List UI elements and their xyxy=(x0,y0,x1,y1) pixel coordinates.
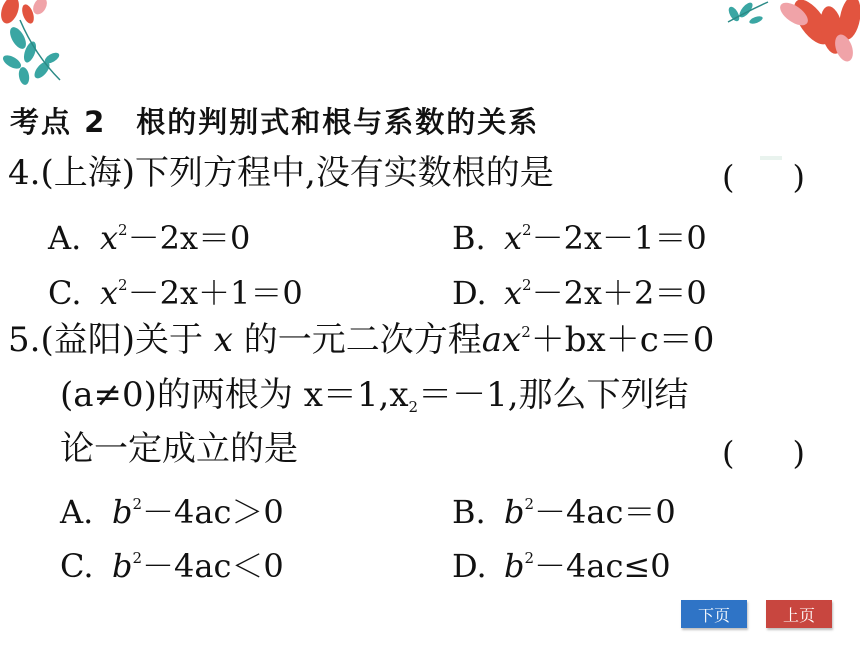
previous-page-button[interactable]: 上页 xyxy=(766,600,832,628)
question-4-option-c: C. $x^2-2x+1=0$ xyxy=(48,274,303,312)
floral-leaf-decoration-icon xyxy=(0,0,80,95)
next-page-button[interactable]: 下页 xyxy=(681,600,747,628)
question-4-answer-blank: ( ) xyxy=(722,158,805,196)
question-5-option-d: D. $b^2-4ac\le 0$ xyxy=(452,547,671,585)
question-5-line-2: (a≠0)的两根为 $x=1,x_2=-1$,那么下列结 xyxy=(60,375,689,416)
question-5-line-3: 论一定成立的是 xyxy=(60,429,298,469)
question-5-option-c: C. $b^2-4ac<0$ xyxy=(60,547,284,585)
question-5-answer-blank: ( ) xyxy=(722,434,805,472)
question-4-option-d: D. $x^2-2x+2=0$ xyxy=(452,274,707,312)
question-5-option-b: B. $b^2-4ac=0$ xyxy=(452,493,676,531)
question-4-option-b: B. $x^2-2x-1=0$ xyxy=(452,219,707,257)
section-heading xyxy=(10,100,539,141)
question-4-option-a: A. $x^2-2x=0$ xyxy=(48,219,251,257)
question-5-option-a: A. $b^2-4ac>0$ xyxy=(60,493,284,531)
scan-artifact xyxy=(760,156,782,160)
section-label: 考点 2 xyxy=(10,105,107,139)
floral-leaf-decoration-icon xyxy=(720,0,860,70)
section-title: 根的判别式和根与系数的关系 xyxy=(136,105,540,139)
question-4-stem: 4.(上海)下列方程中,没有实数根的是 xyxy=(8,153,554,193)
question-5-line-1: 5.(益阳)关于 x 的一元二次方程$ax^2+bx+c=0$ xyxy=(8,320,715,360)
